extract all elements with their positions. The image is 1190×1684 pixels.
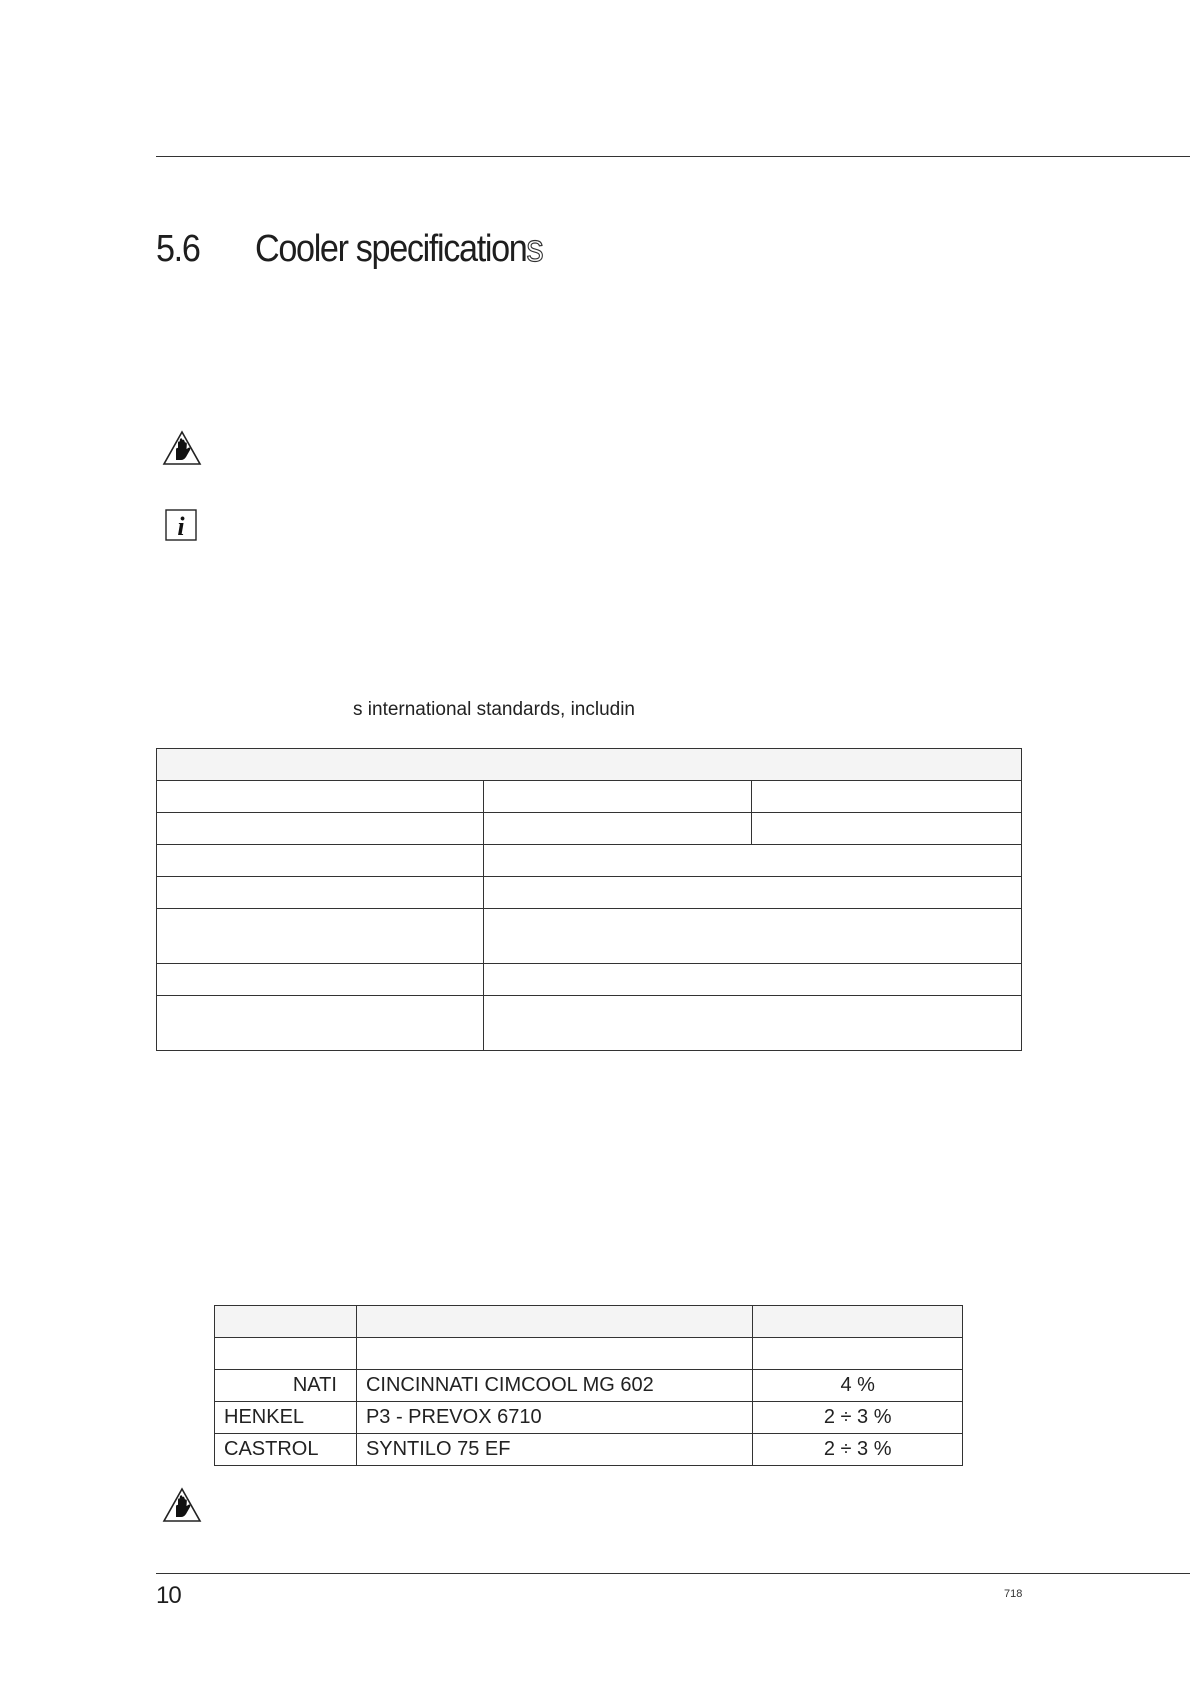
table-cell [753,1338,963,1370]
concentration-cell: 4 % [753,1370,963,1402]
footer-rule [156,1573,1190,1574]
header-rule [156,156,1190,157]
manufacturer-cell: NATI [215,1370,357,1402]
table-cell [157,909,484,964]
table-row [157,781,1022,813]
table-row [215,1306,963,1338]
coolant-fluid-table [214,1305,963,1466]
table-row [215,1370,963,1402]
warning-hand-icon [162,430,202,471]
page-number: 10 [156,1582,181,1609]
table-row [157,909,1022,964]
warning-hand-icon [162,1487,202,1528]
table-row [157,996,1022,1051]
table-cell [157,877,484,909]
table-row [157,845,1022,877]
concentration-cell: 2 ÷ 3 % [753,1402,963,1434]
table-row [157,749,1022,781]
table-row [157,964,1022,996]
spec-table [156,748,1022,1051]
table-cell [483,813,752,845]
table-cell [483,877,1021,909]
table-cell [483,964,1021,996]
table-cell [157,845,484,877]
table-cell [752,813,1022,845]
table-cell [157,996,484,1051]
document-code: 718 [1004,1588,1023,1600]
table-cell [483,781,752,813]
manufacturer-cell: HENKEL [215,1402,357,1434]
manufacturer-cell: CASTROL [215,1434,357,1466]
standards-text-fragment: s international standards, includin [353,699,636,720]
product-cell: SYNTILO 75 EF [356,1434,752,1466]
table-row [215,1434,963,1466]
table-cell [215,1338,357,1370]
table-cell [483,996,1021,1051]
table-row [157,813,1022,845]
section-number: 5.6 [156,228,200,270]
product-cell: CINCINNATI CIMCOOL MG 602 [356,1370,752,1402]
table-row [157,877,1022,909]
table-cell [157,781,484,813]
table-cell [483,845,1021,877]
concentration-cell: 2 ÷ 3 % [753,1434,963,1466]
table-cell [753,1306,963,1338]
svg-text:i: i [177,512,185,541]
table-cell [157,813,484,845]
table-row [215,1402,963,1434]
table-cell [483,909,1021,964]
table-cell [356,1306,752,1338]
section-title [255,228,542,271]
table-row [215,1338,963,1370]
table-cell [157,749,1022,781]
section-title-trailing-char: s [526,228,543,270]
section-title-text: Cooler specification [255,228,527,270]
info-icon [165,509,197,546]
table-cell [215,1306,357,1338]
table-cell [356,1338,752,1370]
product-cell: P3 - PREVOX 6710 [356,1402,752,1434]
table-cell [752,781,1022,813]
table-cell [157,964,484,996]
